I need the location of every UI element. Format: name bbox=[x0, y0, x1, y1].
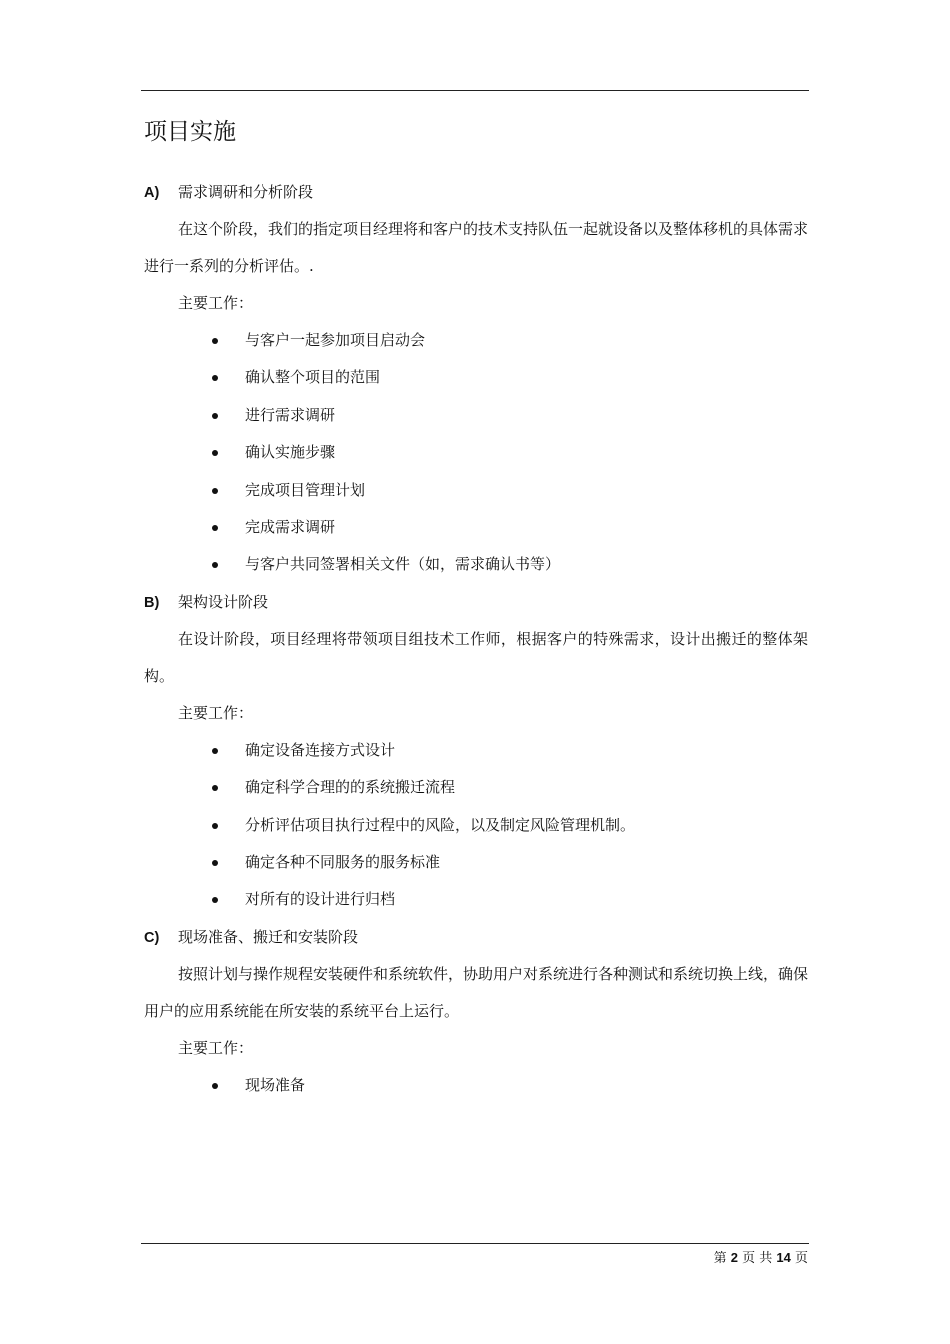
bullet-icon bbox=[212, 338, 218, 344]
section-c bbox=[144, 919, 808, 1104]
bullet-icon bbox=[212, 897, 218, 903]
list-item: 确定设备连接方式设计 bbox=[144, 732, 808, 769]
work-label: 主要工作： bbox=[178, 1038, 254, 1057]
footer-suffix: 页 bbox=[794, 1251, 808, 1266]
bullet-icon bbox=[212, 562, 218, 568]
list-item: 现场准备 bbox=[144, 1067, 808, 1104]
work-label: 主要工作： bbox=[178, 703, 254, 722]
section-heading bbox=[144, 584, 808, 621]
footer-prefix: 第 bbox=[713, 1251, 727, 1266]
section-paragraph: 在这个阶段，我们的指定项目经理将和客户的技术支持队伍一起就设备以及整体移机的具体需求进行一系列的分析评估。. bbox=[144, 220, 809, 275]
section-b bbox=[144, 584, 808, 919]
list-item: 进行需求调研 bbox=[144, 397, 808, 434]
list-item: 分析评估项目执行过程中的风险，以及制定风险管理机制。 bbox=[144, 807, 808, 844]
total-pages-number: 14 bbox=[776, 1250, 791, 1265]
section-title: 架构设计阶段 bbox=[178, 592, 269, 611]
bullet-icon bbox=[212, 748, 218, 754]
list-item: 对所有的设计进行归档 bbox=[144, 881, 808, 918]
bullet-icon bbox=[212, 375, 218, 381]
current-page-number: 2 bbox=[730, 1250, 738, 1265]
section-heading bbox=[144, 174, 808, 211]
bullet-icon bbox=[212, 450, 218, 456]
section-paragraph: 在设计阶段，项目经理将带领项目组技术工作师，根据客户的特殊需求，设计出搬迁的整体架构。 bbox=[144, 629, 808, 685]
page-title: 项目实施 bbox=[144, 119, 236, 145]
list-item: 确认实施步骤 bbox=[144, 434, 808, 471]
list-item: 确定科学合理的的系统搬迁流程 bbox=[144, 769, 808, 806]
bullet-icon bbox=[212, 488, 218, 494]
work-list bbox=[144, 1067, 808, 1104]
bullet-icon bbox=[212, 525, 218, 531]
bullet-icon bbox=[212, 1083, 218, 1089]
section-heading bbox=[144, 919, 808, 956]
bullet-icon bbox=[212, 413, 218, 419]
section-title: 需求调研和分析阶段 bbox=[178, 183, 314, 201]
section-letter: C) bbox=[144, 929, 160, 946]
list-item: 完成需求调研 bbox=[144, 509, 808, 546]
section-letter: B) bbox=[144, 594, 160, 611]
document-body bbox=[144, 112, 808, 1104]
footer-middle: 页 共 bbox=[742, 1251, 773, 1266]
bullet-icon bbox=[212, 785, 218, 791]
page-footer bbox=[714, 1249, 808, 1268]
header-rule bbox=[141, 90, 809, 91]
list-item: 确定各种不同服务的服务标准 bbox=[144, 844, 808, 881]
bullet-icon bbox=[212, 823, 218, 829]
footer-rule bbox=[141, 1243, 809, 1244]
section-title: 现场准备、搬迁和安装阶段 bbox=[178, 927, 359, 946]
list-item: 与客户共同签署相关文件（如，需求确认书等） bbox=[144, 546, 808, 583]
section-letter: A) bbox=[144, 185, 160, 201]
section-a bbox=[144, 174, 808, 584]
work-list bbox=[144, 322, 808, 584]
work-list bbox=[144, 732, 808, 919]
list-item: 完成项目管理计划 bbox=[144, 472, 808, 509]
work-label: 主要工作： bbox=[178, 294, 254, 312]
list-item: 确认整个项目的范围 bbox=[144, 359, 808, 396]
section-paragraph: 按照计划与操作规程安装硬件和系统软件，协助用户对系统进行各种测试和系统切换上线，确保用户的应用系统能在所安装的系统平台上运行。 bbox=[144, 964, 809, 1020]
bullet-icon bbox=[212, 860, 218, 866]
list-item: 与客户一起参加项目启动会 bbox=[144, 322, 808, 359]
